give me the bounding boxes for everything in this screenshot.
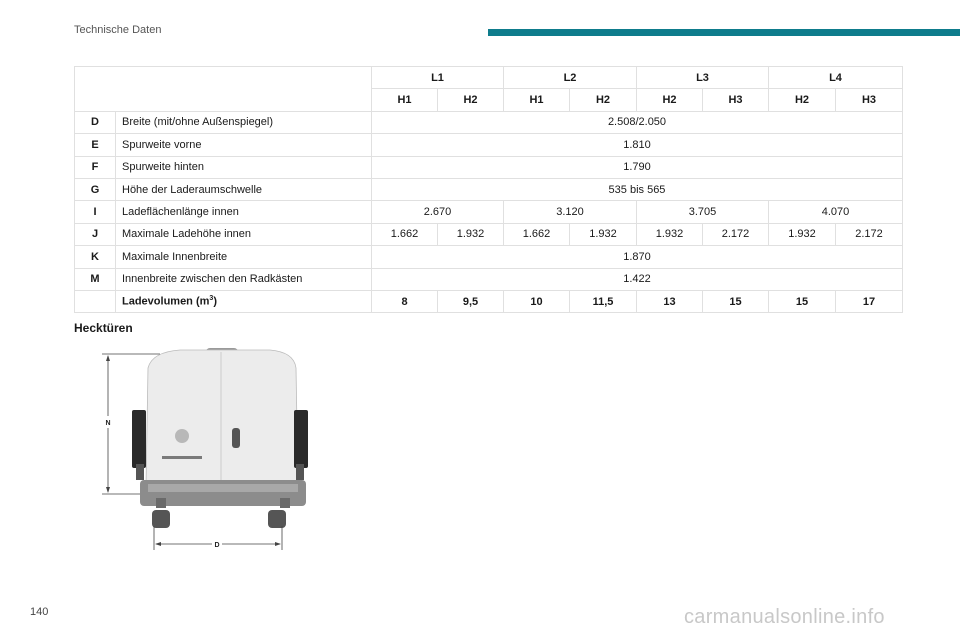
row-value: 1.790 bbox=[372, 156, 903, 178]
row-code: K bbox=[75, 246, 116, 268]
table-row bbox=[75, 178, 903, 200]
header-blank-cell bbox=[75, 67, 372, 112]
row-code: E bbox=[75, 134, 116, 156]
table-row bbox=[75, 134, 903, 156]
row-value: 4.070 bbox=[769, 201, 903, 223]
length-header: L3 bbox=[637, 67, 769, 89]
header-accent-bar bbox=[488, 29, 960, 36]
table-row bbox=[75, 223, 903, 245]
watermark: carmanualsonline.info bbox=[684, 606, 885, 628]
row-label: Maximale Innenbreite bbox=[116, 246, 372, 268]
row-value: 1.810 bbox=[372, 134, 903, 156]
row-code: G bbox=[75, 178, 116, 200]
table-row bbox=[75, 268, 903, 290]
length-header: L2 bbox=[504, 67, 637, 89]
length-header: L4 bbox=[769, 67, 903, 89]
row-value: 1.662 bbox=[372, 223, 438, 245]
row-value: 1.932 bbox=[438, 223, 504, 245]
row-label: Innenbreite zwischen den Radkästen bbox=[116, 268, 372, 290]
row-code: D bbox=[75, 111, 116, 133]
row-code: J bbox=[75, 223, 116, 245]
row-code: M bbox=[75, 268, 116, 290]
length-header-row bbox=[75, 67, 903, 89]
table-row bbox=[75, 111, 903, 133]
height-header: H1 bbox=[372, 89, 438, 111]
volume-value: 15 bbox=[769, 290, 836, 312]
section-header: Technische Daten bbox=[74, 24, 162, 36]
row-value: 1.422 bbox=[372, 268, 903, 290]
row-value: 1.662 bbox=[504, 223, 570, 245]
row-label: Spurweite hinten bbox=[116, 156, 372, 178]
height-header: H2 bbox=[438, 89, 504, 111]
volume-label: Ladevolumen $(m^3)$ bbox=[116, 290, 372, 312]
volume-value: 9,5 bbox=[438, 290, 504, 312]
row-label: Breite (mit/ohne Außenspiegel) bbox=[116, 111, 372, 133]
volume-value: 8 bbox=[372, 290, 438, 312]
row-label: Höhe der Laderaumschwelle bbox=[116, 178, 372, 200]
height-header: H1 bbox=[504, 89, 570, 111]
van-rear-illustration bbox=[96, 344, 310, 556]
row-value: 2.670 bbox=[372, 201, 504, 223]
page-number: 140 bbox=[30, 606, 49, 618]
table-row bbox=[75, 156, 903, 178]
table-row bbox=[75, 246, 903, 268]
dimension-label-n: N bbox=[105, 420, 111, 427]
row-value: 535 bis 565 bbox=[372, 178, 903, 200]
row-value: 3.120 bbox=[504, 201, 637, 223]
row-value: 3.705 bbox=[637, 201, 769, 223]
section-title: Hecktüren bbox=[74, 321, 133, 335]
row-value: 2.172 bbox=[703, 223, 769, 245]
height-header: H2 bbox=[570, 89, 637, 111]
height-header: H3 bbox=[836, 89, 903, 111]
row-code: F bbox=[75, 156, 116, 178]
height-header: H3 bbox=[703, 89, 769, 111]
row-value: 2.172 bbox=[836, 223, 903, 245]
row-label: Maximale Ladehöhe innen bbox=[116, 223, 372, 245]
volume-value: 17 bbox=[836, 290, 903, 312]
volume-value: 15 bbox=[703, 290, 769, 312]
volume-code-blank bbox=[75, 290, 116, 312]
row-label: Ladeflächenlänge innen bbox=[116, 201, 372, 223]
volume-value: 10 bbox=[504, 290, 570, 312]
row-value: 1.932 bbox=[570, 223, 637, 245]
row-value: 2.508/2.050 bbox=[372, 111, 903, 133]
volume-value: 11,5 bbox=[570, 290, 637, 312]
table-row bbox=[75, 201, 903, 223]
height-header: H2 bbox=[637, 89, 703, 111]
height-header: H2 bbox=[769, 89, 836, 111]
row-value: 1.932 bbox=[637, 223, 703, 245]
length-header: L1 bbox=[372, 67, 504, 89]
dimension-label-d: D bbox=[214, 542, 220, 549]
row-label: Spurweite vorne bbox=[116, 134, 372, 156]
dimensions-table bbox=[74, 66, 903, 313]
volume-row bbox=[75, 290, 903, 312]
row-value: 1.870 bbox=[372, 246, 903, 268]
row-code: I bbox=[75, 201, 116, 223]
row-value: 1.932 bbox=[769, 223, 836, 245]
volume-value: 13 bbox=[637, 290, 703, 312]
